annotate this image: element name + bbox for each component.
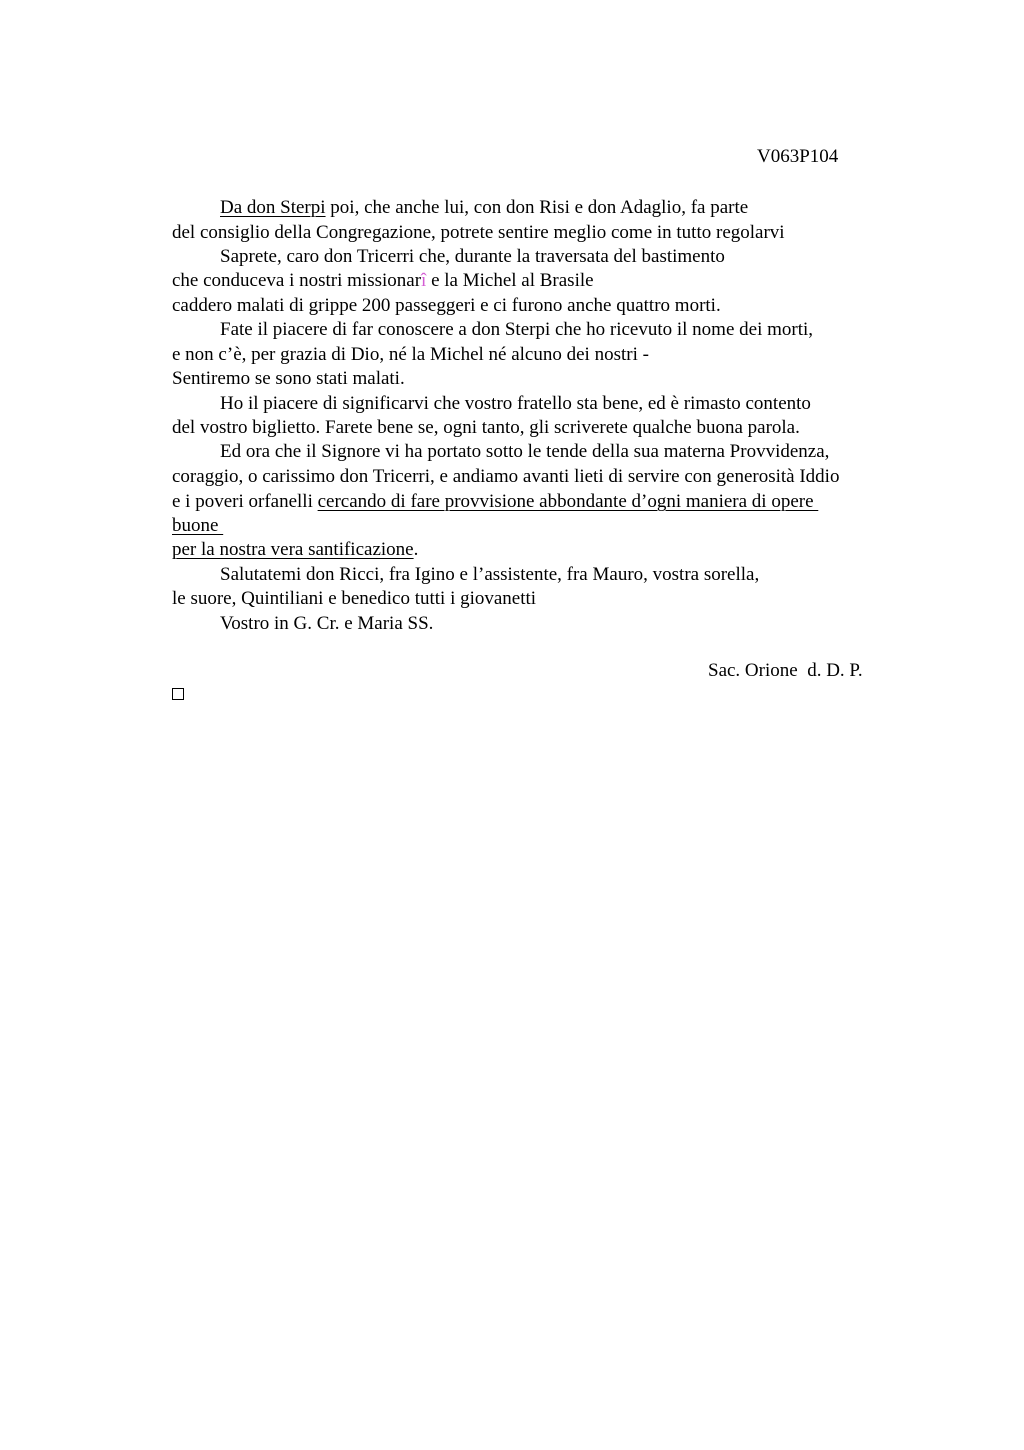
paragraph-line-12: coraggio, o carissimo don Tricerri, e andiamo avanti lieti di servire con generosità Iddio xyxy=(172,466,840,487)
line-text: che conduceva i nostri missionar xyxy=(172,270,422,291)
paragraph-line-13 xyxy=(172,490,818,514)
line-text: . xyxy=(413,539,419,560)
paragraph-line-9: Ho il piacere di significarvi che vostro fratello sta bene, ed è rimasto contento xyxy=(220,393,811,414)
signature: Sac. Orione d. D. P. xyxy=(708,660,863,681)
paragraph-line-10: del vostro biglietto. Farete bene se, ogni tanto, gli scriverete qualche buona parola. xyxy=(172,417,800,438)
line-text: e la Michel al Brasile xyxy=(426,270,594,291)
paragraph-line-2: del consiglio della Congregazione, potrete sentire meglio come in tutto regolarvi xyxy=(172,222,785,243)
paragraph-line-1 xyxy=(220,196,748,220)
line-text: poi, che anche lui, con don Risi e don Adaglio, fa parte xyxy=(325,197,749,218)
paragraph-line-11: Ed ora che il Signore vi ha portato sotto le tende della sua materna Provvidenza, xyxy=(220,441,830,462)
underlined-phrase: Da don Sterpi xyxy=(220,197,326,218)
paragraph-line-4 xyxy=(172,269,594,293)
paragraph-line-8: Sentiremo se sono stati malati. xyxy=(172,368,405,389)
paragraph-line-16: Salutatemi don Ricci, fra Igino e l’assistente, fra Mauro, vostra sorella, xyxy=(220,564,760,585)
paragraph-line-18: Vostro in G. Cr. e Maria SS. xyxy=(220,613,434,634)
page-code: V063P104 xyxy=(757,146,839,167)
accented-character: î xyxy=(421,270,427,291)
paragraph-line-6: Fate il piacere di far conoscere a don Sterpi che ho ricevuto il nome dei morti, xyxy=(220,319,814,340)
paragraph-line-3: Saprete, caro don Tricerri che, durante la traversata del bastimento xyxy=(220,246,725,267)
underlined-phrase: per la nostra vera santificazione xyxy=(172,539,414,560)
line-text: e i poveri orfanelli xyxy=(172,491,318,512)
paragraph-line-14: buone xyxy=(172,515,224,536)
paragraph-line-17: le suore, Quintiliani e benedico tutti i giovanetti xyxy=(172,588,537,609)
underlined-phrase: cercando di fare provvisione abbondante d’ogni maniera di opere xyxy=(317,491,819,512)
paragraph-line-7: e non c’è, per grazia di Dio, né la Michel né alcuno dei nostri - xyxy=(172,344,649,365)
paragraph-line-15 xyxy=(172,538,418,562)
paragraph-line-5: caddero malati di grippe 200 passeggeri e ci furono anche quattro morti. xyxy=(172,295,721,316)
end-marker-square xyxy=(172,688,184,700)
